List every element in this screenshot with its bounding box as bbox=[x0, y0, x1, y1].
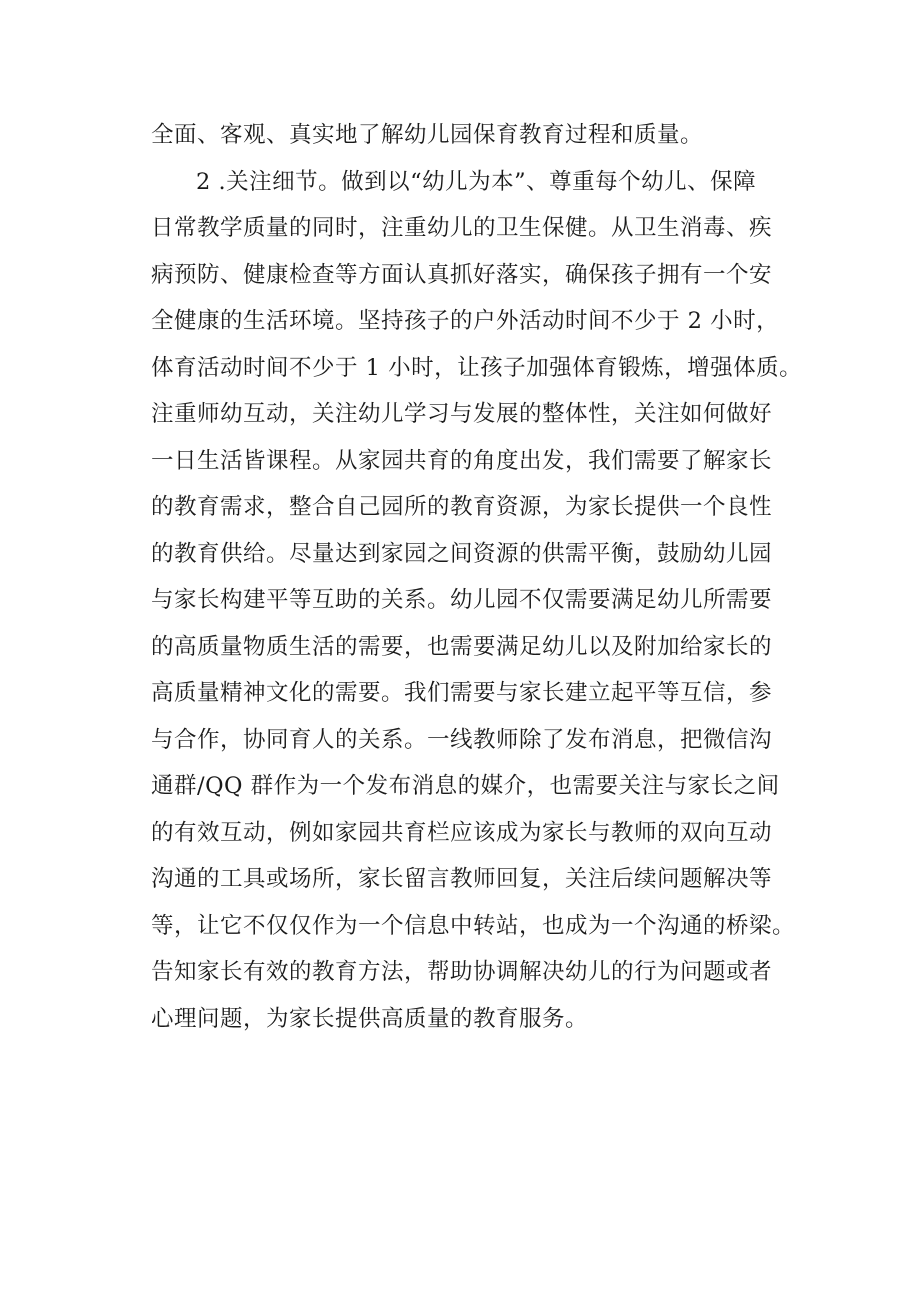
text-line: 全健康的生活环境。坚持孩子的户外活动时间不少于 2 小时， bbox=[151, 308, 780, 334]
text-line: 的高质量物质生活的需要，也需要满足幼儿以及附加给家长的 bbox=[151, 633, 773, 660]
text-line: 与家长构建平等互助的关系。幼儿园不仅需要满足幼儿所需要 bbox=[151, 587, 773, 613]
text-line: 一日生活皆课程。从家园共育的角度出发，我们需要了解家长 bbox=[151, 447, 773, 474]
text-line: 与合作，协同育人的关系。一线教师除了发布消息，把微信沟 bbox=[151, 726, 773, 753]
text-line: 通群/QQ 群作为一个发布消息的媒介，也需要关注与家长之间 bbox=[151, 773, 780, 799]
text-line: 的教育需求，整合自己园所的教育资源，为家长提供一个良性 bbox=[151, 494, 773, 520]
text-line: 日常教学质量的同时，注重幼儿的卫生保健。从卫生消毒、疾 bbox=[151, 215, 773, 241]
text-line: 全面、客观、真实地了解幼儿园保育教育过程和质量。 bbox=[151, 122, 704, 148]
text-line: 病预防、健康检查等方面认真抓好落实，确保孩子拥有一个安 bbox=[151, 261, 773, 288]
body-text bbox=[151, 112, 801, 1042]
text-line: 的教育供给。尽量达到家园之间资源的供需平衡，鼓励幼儿园 bbox=[151, 540, 773, 567]
text-line: 沟通的工具或场所，家长留言教师回复，关注后续问题解决等 bbox=[151, 866, 773, 892]
text-line: 告知家长有效的教育方法，帮助协调解决幼儿的行为问题或者 bbox=[151, 959, 773, 985]
text-line: 的有效互动，例如家园共育栏应该成为家长与教师的双向互动 bbox=[151, 819, 773, 846]
text-line: 体育活动时间不少于 1 小时，让孩子加强体育锻炼，增强体质。 bbox=[151, 354, 803, 381]
text-line: 心理问题，为家长提供高质量的教育服务。 bbox=[151, 1005, 589, 1032]
text-line-paragraph-start: 2 .关注细节。做到以“幼儿为本”、尊重每个幼儿、保障 bbox=[196, 168, 757, 195]
text-line: 等，让它不仅仅作为一个信息中转站，也成为一个沟通的桥梁。 bbox=[151, 912, 796, 939]
text-line: 注重师幼互动，关注幼儿学习与发展的整体性，关注如何做好 bbox=[151, 401, 773, 427]
text-line: 高质量精神文化的需要。我们需要与家长建立起平等互信，参 bbox=[151, 680, 773, 706]
